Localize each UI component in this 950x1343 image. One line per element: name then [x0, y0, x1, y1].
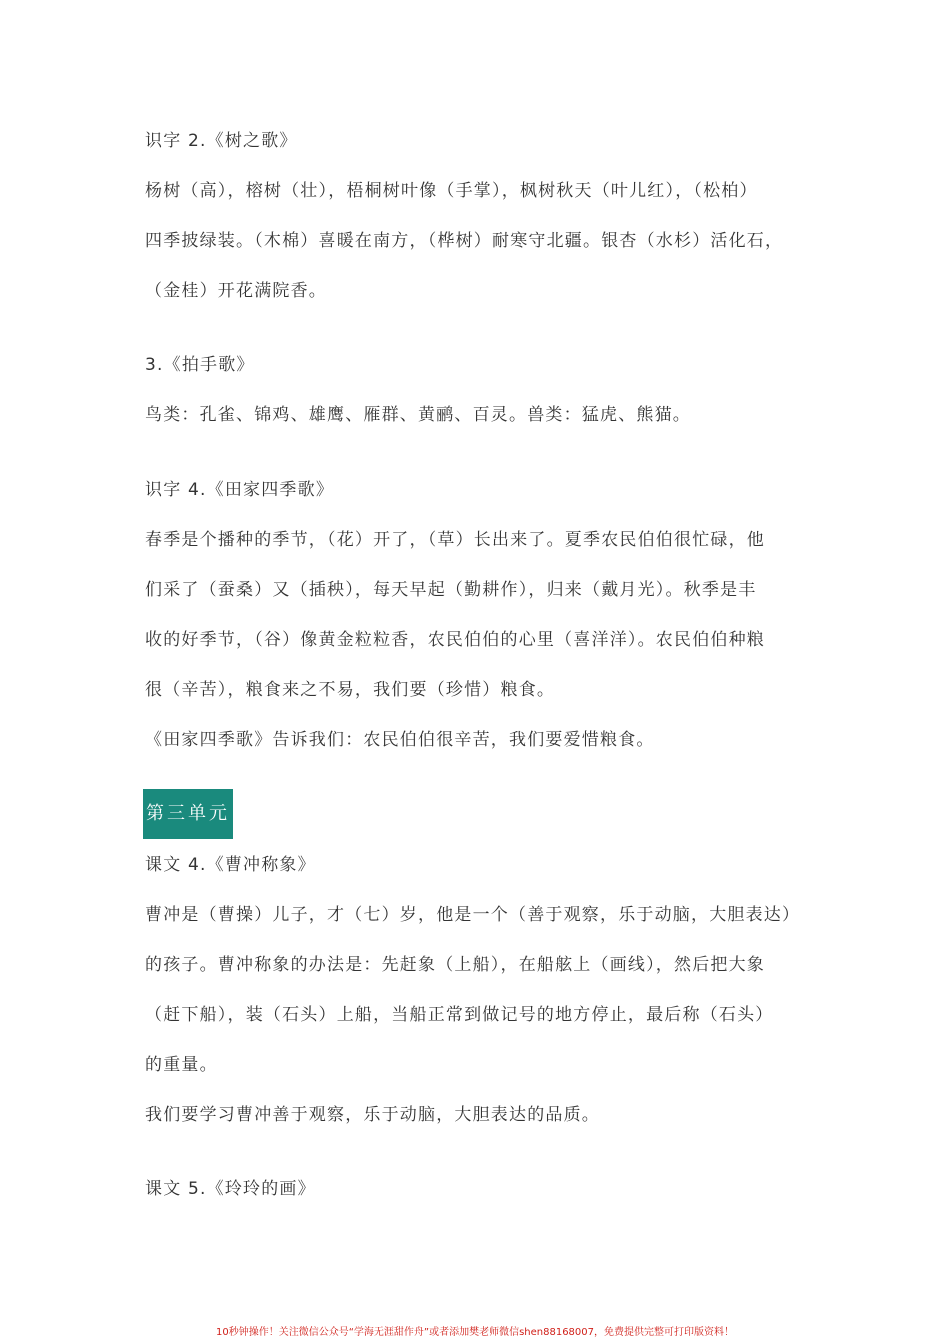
paragraph-line: 四季披绿装。（木棉）喜暖在南方，（桦树）耐寒守北疆。银杏（水杉）活化石，: [145, 231, 784, 251]
paragraph-line: 我们要学习曹冲善于观察，乐于动脑，大胆表达的品质。: [145, 1105, 600, 1125]
paragraph-line: 们采了（蚕桑）又（插秧），每天早起（勤耕作），归来（戴月光）。秋季是丰: [145, 580, 757, 600]
paragraph-line: （金桂）开花满院香。: [145, 281, 327, 301]
section-title-ling-ling-de-hua: 课文 5.《玲玲的画》: [145, 1179, 316, 1199]
paragraph-line: 曹冲是（曹操）儿子，才（七）岁，他是一个（善于观察，乐于动脑，大胆表达）: [145, 905, 801, 925]
section-title-pai-shou-ge: 3.《拍手歌》: [145, 355, 255, 375]
paragraph-line: 鸟类：孔雀、锦鸡、雄鹰、雁群、黄鹂、百灵。兽类：猛虎、熊猫。: [145, 405, 691, 425]
unit-header: 第三单元: [143, 789, 233, 839]
paragraph-line: 春季是个播种的季节，（花）开了，（草）长出来了。夏季农民伯伯很忙碌，他: [145, 530, 765, 550]
footer-notice: 10秒钟操作！关注微信公众号“学海无涯甜作舟”或者添加樊老师微信shen88168007，免费提供完整可打印版资料！: [215, 1327, 735, 1338]
paragraph-line: 的孩子。曹冲称象的办法是：先赶象（上船），在船舷上（画线），然后把大象: [145, 955, 765, 975]
paragraph-line: （赶下船），装（石头）上船，当船正常到做记号的地方停止，最后称（石头）: [145, 1005, 774, 1025]
paragraph-line: 的重量。: [145, 1055, 218, 1075]
section-title-shu-zhi-ge: 识字 2.《树之歌》: [145, 131, 298, 151]
paragraph-line: 杨树（高），榕树（壮），梧桐树叶像（手掌），枫树秋天（叶儿红），（松柏）: [145, 181, 758, 201]
section-title-tian-jia-si-ji-ge: 识字 4.《田家四季歌》: [145, 480, 335, 500]
section-title-cao-chong-cheng-xiang: 课文 4.《曹冲称象》: [145, 855, 316, 875]
paragraph-line: 收的好季节，（谷）像黄金粒粒香，农民伯伯的心里（喜洋洋）。农民伯伯种粮: [145, 630, 765, 650]
paragraph-line: 《田家四季歌》告诉我们：农民伯伯很辛苦，我们要爱惜粮食。: [145, 730, 655, 750]
paragraph-line: 很（辛苦），粮食来之不易，我们要（珍惜）粮食。: [145, 680, 556, 700]
